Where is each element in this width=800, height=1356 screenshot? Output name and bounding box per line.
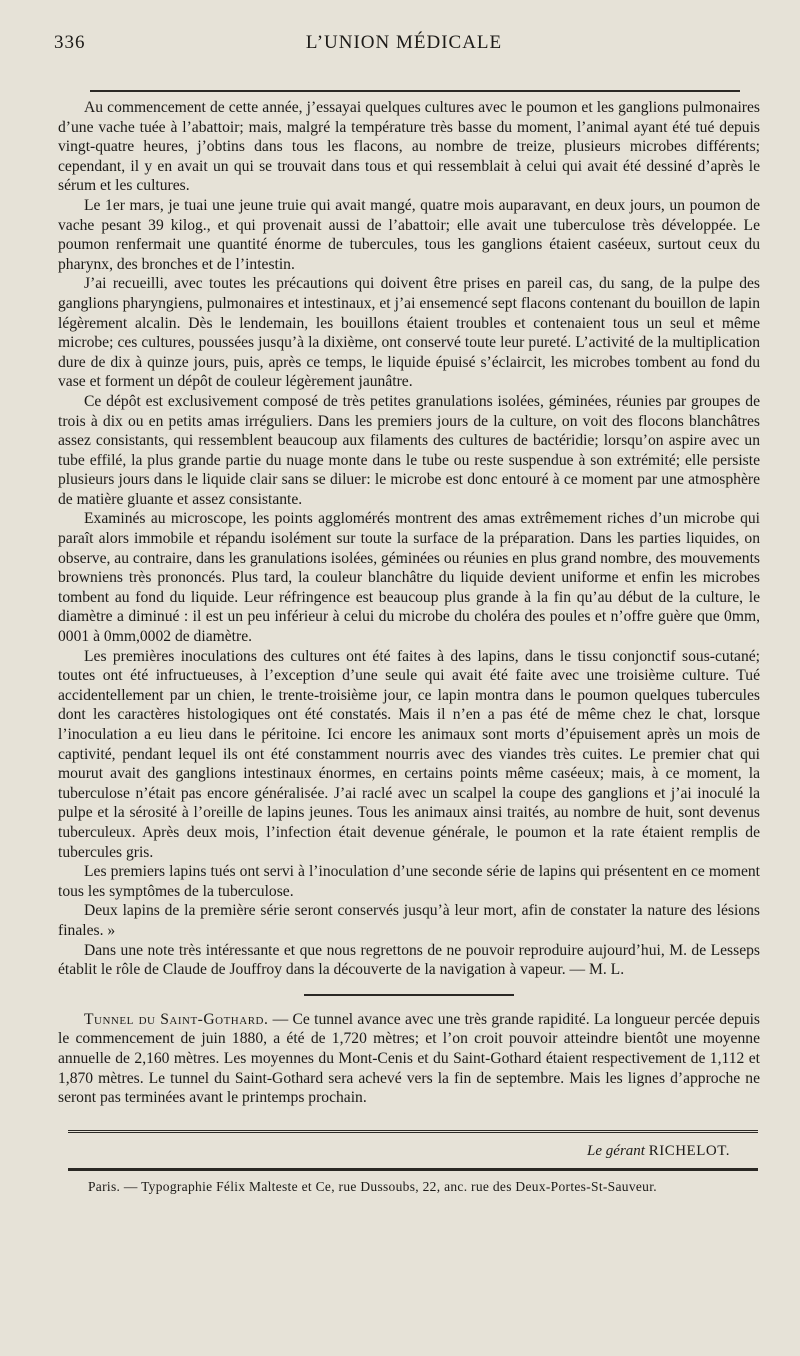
journal-title: L’UNION MÉDICALE [305,32,503,53]
signature-rule [68,1130,758,1133]
page-number: 336 [54,32,86,53]
signature-line [48,1143,730,1160]
paragraph-recueilli: J’ai recueilli, avec toutes les précautions qui doivent être prises en pareil cas, du sang, de la pulpe des ganglions pharyngiens, pulmonaires et intestinaux, et j’ai ensemencé sept flacons contenant du bouillon de lapin légèrement alcalin. Dès le lendemain, les bouillons étaient troubles et contenaient tous un seul et même microbe; ces cultures, poussées jusqu’à la dixième, ont conservé toute leur pureté. L’activité de la multiplication dure de dix à quinze jours, puis, après ce temps, le liquide épuisé s’éclaircit, les microbes tombent au fond du vase et forment un dépôt de couleur légèrement jaunâtre. [58,275,760,391]
section-divider [304,994,514,996]
paragraph-inoculations: Les premières inoculations des cultures ont été faites à des lapins, dans le tissu conjonctif sous-cutané; toutes ont été infructueuses, à l’exception d’une seule qui avait été faite avec une troisième culture. Tué accidentellement par un chien, le trente-troisième jour, ce lapin montra dans le poumon quelques tubercules dont les caractères histologiques ont été constatés. Mais il n’en a pas été de même chez le chat, lorsque l’inoculation a eu lieu dans le péritoine. Ici encore les animaux sont morts d’épuisement après un mois de captivité, pendant lequel ils ont été constamment nourris avec des viandes très cuites. Le premier chat qui mourut avait des ganglions intestinaux énormes, en certains points même caséeux; mais, à ce moment, la tuberculose n’était pas encore généralisée. J’ai raclé avec un scalpel la coupe des ganglions et j’ai inoculé la pulpe et la sérosité à l’oreille de lapins jeunes. Tous les animaux ainsi traités, au nombre de huit, sont devenus tuberculeux. Après deux mois, l’infection était devenue générale, le poumon et la rate étaient remplis de tubercules gris. [58,647,760,861]
news-item-heading: Tunnel du Saint-Gothard. [84,1010,269,1028]
paragraph-jeune-truie: Le 1er mars, je tuai une jeune truie qui avait mangé, quatre mois auparavant, en deux jours, un poumon de vache pesant 39 kilog., et qui provenait aussi de l’abattoir; elle avait une tuberculose très développée. Le poumon renfermait une quantité énorme de tubercules, tous les ganglions étaient caséeux, surtout ceux du pharynx, des bronches et de l’intestin. [58,196,760,273]
paragraph-depot: Ce dépôt est exclusivement composé de très petites granulations isolées, géminées, réunies par groupes de trois à dix ou en petits amas irréguliers. Dans les premiers jours de la culture, on voit des flocons blanchâtres assez consistants, qui ressemblent beaucoup aux filaments des cultures de bactéridie; lorsqu’on aspire avec un tube effilé, la plus grande partie du nuage monte dans le tube ou reste suspendue à son extrémité; elle persiste plusieurs jours dans le liquide clair sans se diluer: le microbe est donc entouré à ce moment par une atmosphère de matière gluante et assez consistante. [58,392,760,508]
news-item-text: — Ce tunnel avance avec une très grande rapidité. La longueur percée depuis le commencement de juin 1880, a été de 1,720 mètres; et l’on croit pouvoir atteindre bientôt une moyenne annuelle de 2,160 mètres. Les moyennes du Mont-Cenis et du Saint-Gothard étaient respectivement de 1,112 et 1,870 mètres. Le tunnel du Saint-Gothard sera achevé vers la fin de septembre. Mais les lignes d’approche ne seront pas terminées avant le printemps prochain. [58,1010,760,1107]
printer-imprint: Paris. — Typographie Félix Malteste et Ce, rue Dussoubs, 22, anc. rue des Deux-Portes-St-Sauveur. [88,1178,657,1194]
paragraph-seconde-serie: Les premiers lapins tués ont servi à l’inoculation d’une seconde série de lapins qui présentent en ce moment tous les symptômes de la tuberculose. [58,863,760,900]
paragraph-lesseps-note: Dans une note très intéressante et que nous regrettons de ne pouvoir reproduire aujourd’hui, M. de Lesseps établit le rôle de Claude de Jouffroy dans la découverte de la navigation à vapeur. — M. L. [58,941,760,979]
news-item-tunnel [58,1010,760,1108]
footer-rule [68,1168,758,1171]
signature-name: RICHELOT. [648,1142,730,1159]
header-rule [90,90,740,92]
running-head [48,30,760,60]
signature-label: Le gérant [587,1142,645,1159]
paragraph-deux-lapins: Deux lapins de la première série seront conservés jusqu’à leur mort, afin de constater la nature des lésions finales. » [58,902,760,939]
paragraph-microscope: Examinés au microscope, les points agglomérés montrent des amas extrêmement riches d’un microbe qui paraît alors immobile et répandu isolément sur toute la surface de la préparation. Dans les parties liquides, on observe, au contraire, dans les granulations isolées, géminées ou réunies en plus grand nombre, des mouvements browniens très prononcés. Plus tard, la couleur blanchâtre du liquide devient uniforme et enfin les microbes tombent au fond du liquide. Leur réfringence est beaucoup plus grande à la fin qu’au début de la culture, le diamètre a diminué : il est un peu inférieur à celui du microbe du choléra des poules et n’offre guère que 0mm, 0001 à 0mm,0002 de diamètre. [58,510,760,646]
paragraph-cultures-vache: Au commencement de cette année, j’essayai quelques cultures avec le poumon et les ganglions pulmonaires d’une vache tuée à l’abattoir; mais, malgré la température très basse du moment, l’animal ayant été tué depuis vingt-quatre heures, j’obtins dans tous les flacons, au nombre de treize, plusieurs microbes différents; cependant, il y en avait un qui se trouvait dans tous et qui ressemblait à celui qui avait été dessiné d’après le sérum et les cultures. [58,99,760,195]
article-body [58,98,760,1108]
